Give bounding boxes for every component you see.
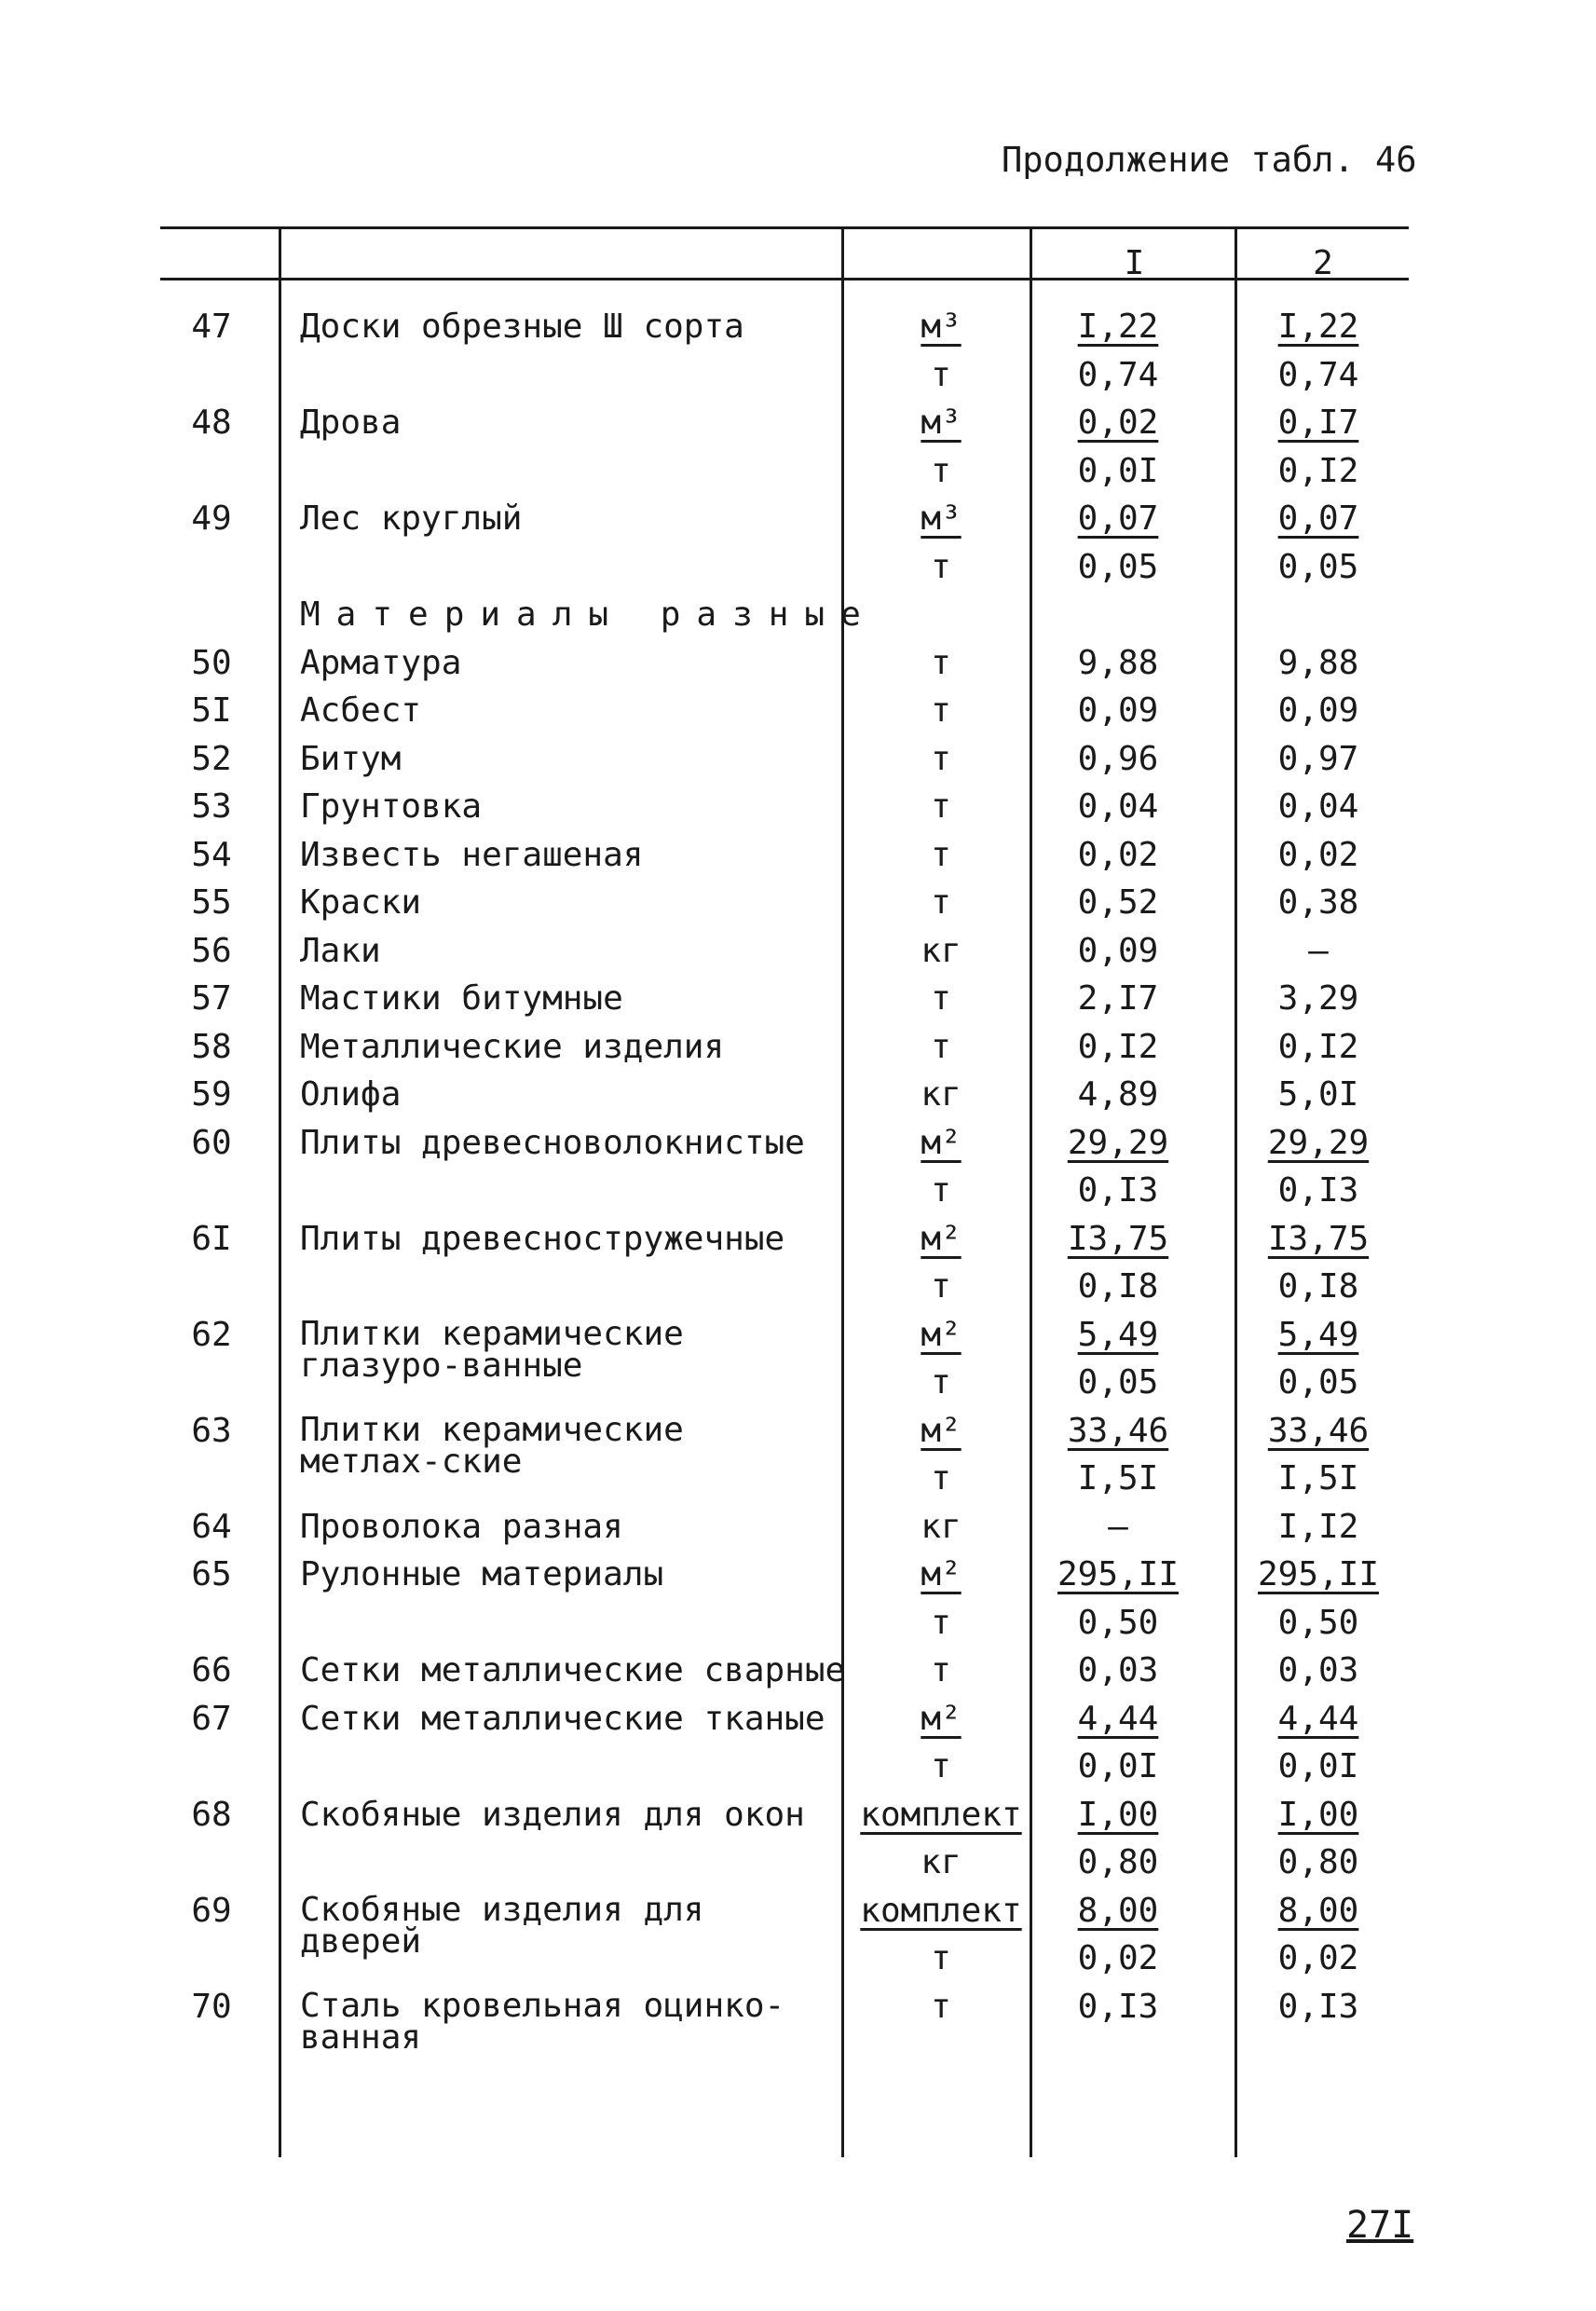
row-number: 57	[191, 979, 232, 1018]
table-row	[0, 1935, 1596, 1982]
row-value-1: 0,02	[1077, 403, 1159, 442]
row-name: Плитки керамические метлах-ские	[300, 1411, 684, 1481]
row-unit: т	[931, 1939, 951, 1977]
row-value-1: 0,0I	[1077, 1747, 1159, 1785]
row-unit: т	[931, 1988, 951, 2026]
row-value-1: 0,52	[1077, 883, 1159, 922]
row-value-1: 0,80	[1077, 1843, 1159, 1881]
row-unit: кг	[921, 1075, 962, 1114]
table-row	[0, 1071, 1596, 1118]
row-number: 50	[191, 644, 232, 682]
row-unit: комплект	[860, 1892, 1022, 1930]
row-name: Скобяные изделия для окон	[300, 1796, 805, 1834]
row-name: Плиты древесностружечные	[300, 1220, 785, 1258]
row-value-1: 0,74	[1077, 356, 1159, 394]
table-row	[0, 447, 1596, 495]
row-name: Арматура	[300, 644, 462, 682]
row-value-2: 0,74	[1277, 356, 1359, 394]
table-row	[0, 1839, 1596, 1886]
row-value-2: 0,03	[1277, 1651, 1359, 1689]
row-name: Битум	[300, 740, 402, 778]
row-name: Грунтовка	[300, 787, 483, 826]
row-unit: т	[931, 836, 951, 874]
row-name: Лаки	[300, 932, 381, 970]
row-unit: м²	[921, 1220, 962, 1258]
row-value-2: I,I2	[1277, 1508, 1359, 1546]
row-number: 47	[191, 308, 232, 346]
page-number: 27I	[1346, 2204, 1414, 2247]
row-unit: м³	[921, 499, 962, 538]
row-value-2: 0,I3	[1277, 1171, 1359, 1210]
row-number: 69	[191, 1892, 232, 1930]
row-value-2: 0,02	[1277, 836, 1359, 874]
row-unit: т	[931, 548, 951, 586]
table-row	[0, 927, 1596, 975]
section-heading-row	[0, 591, 1596, 638]
row-name: Мастики битумные	[300, 979, 623, 1018]
row-value-2: 0,97	[1277, 740, 1359, 778]
row-name: Дрова	[300, 403, 402, 442]
row-unit: т	[931, 883, 951, 922]
row-value-2: 29,29	[1267, 1124, 1370, 1162]
row-number: 56	[191, 932, 232, 970]
row-value-1: 0,I3	[1077, 1171, 1159, 1210]
row-number: 54	[191, 836, 232, 874]
row-value-1: 5,49	[1077, 1316, 1159, 1354]
row-unit: т	[931, 787, 951, 826]
row-value-1: 0,50	[1077, 1604, 1159, 1642]
row-name: Скобяные изделия для дверей	[300, 1891, 704, 1961]
row-value-2: 0,07	[1277, 499, 1359, 538]
row-value-1: 0,07	[1077, 499, 1159, 538]
table-row	[0, 1215, 1596, 1263]
row-name: Металлические изделия	[300, 1028, 725, 1066]
table-row	[0, 495, 1596, 542]
row-number: 6I	[191, 1220, 232, 1258]
row-value-1: 8,00	[1077, 1892, 1159, 1930]
row-value-1: 0,02	[1077, 836, 1159, 874]
row-unit: кг	[921, 932, 962, 970]
row-unit: кг	[921, 1508, 962, 1546]
table-row	[0, 1647, 1596, 1694]
table-row	[0, 1023, 1596, 1071]
row-unit: м²	[921, 1555, 962, 1593]
row-value-1: 4,44	[1077, 1700, 1159, 1738]
table-row	[0, 351, 1596, 399]
row-value-1: 0,04	[1077, 787, 1159, 826]
row-value-2: 0,80	[1277, 1843, 1359, 1881]
row-value-1: I,5I	[1077, 1459, 1159, 1497]
table-row	[0, 1983, 1596, 2057]
row-unit: т	[931, 979, 951, 1018]
row-unit: т	[931, 1267, 951, 1306]
row-unit: т	[931, 1651, 951, 1689]
row-unit: м³	[921, 403, 962, 442]
row-value-2: 0,0I	[1277, 1747, 1359, 1785]
table-row	[0, 687, 1596, 734]
row-value-1: 295,II	[1057, 1555, 1180, 1593]
row-value-1: 0,05	[1077, 1363, 1159, 1402]
table-row	[0, 543, 1596, 591]
row-name: Сетки металлические тканые	[300, 1700, 825, 1738]
table-row	[0, 735, 1596, 783]
row-unit: м²	[921, 1316, 962, 1354]
table-row	[0, 1695, 1596, 1743]
column-header-2: 2	[1313, 244, 1333, 282]
table-row	[0, 975, 1596, 1022]
row-value-1: 0,09	[1077, 932, 1159, 970]
row-unit: т	[931, 1459, 951, 1497]
row-value-1: 29,29	[1067, 1124, 1169, 1162]
row-value-2: 0,I2	[1277, 452, 1359, 490]
row-number: 55	[191, 883, 232, 922]
row-unit: т	[931, 452, 951, 490]
row-value-1: 0,96	[1077, 740, 1159, 778]
row-name: Асбест	[300, 691, 422, 730]
row-value-2: 0,I8	[1277, 1267, 1359, 1306]
row-unit: м²	[921, 1124, 962, 1162]
row-number: 65	[191, 1555, 232, 1593]
table-row	[0, 1551, 1596, 1598]
table-row	[0, 399, 1596, 446]
row-number: 68	[191, 1796, 232, 1834]
row-value-2: 0,02	[1277, 1939, 1359, 1977]
row-name: Сталь кровельная оцинко-ванная	[300, 1987, 785, 2057]
row-unit: т	[931, 740, 951, 778]
row-name: Олифа	[300, 1075, 402, 1114]
row-name: Сетки металлические сварные	[300, 1651, 846, 1689]
row-value-2: –	[1308, 932, 1329, 970]
row-number: 62	[191, 1316, 232, 1354]
table-row	[0, 1791, 1596, 1839]
table-row	[0, 1119, 1596, 1167]
row-name: Рулонные материалы	[300, 1555, 664, 1593]
row-name: Плиты древесноволокнистые	[300, 1124, 805, 1162]
row-value-1: 0,02	[1077, 1939, 1159, 1977]
row-value-2: 0,I2	[1277, 1028, 1359, 1066]
table-row	[0, 639, 1596, 687]
column-header-1: I	[1124, 244, 1145, 282]
row-name: Краски	[300, 883, 422, 922]
row-unit: т	[931, 1747, 951, 1785]
row-number: 49	[191, 499, 232, 538]
row-value-1: 0,I2	[1077, 1028, 1159, 1066]
row-value-2: 0,38	[1277, 883, 1359, 922]
row-value-2: 0,I3	[1277, 1988, 1359, 2026]
table-row	[0, 1503, 1596, 1551]
row-unit: т	[931, 691, 951, 730]
row-number: 64	[191, 1508, 232, 1546]
row-value-2: 8,00	[1277, 1892, 1359, 1930]
row-number: 53	[191, 787, 232, 826]
row-value-2: 0,09	[1277, 691, 1359, 730]
row-unit: т	[931, 1363, 951, 1402]
row-value-1: 0,03	[1077, 1651, 1159, 1689]
row-name: Плитки керамические глазуро-ванные	[300, 1315, 684, 1385]
row-value-1: 0,05	[1077, 548, 1159, 586]
row-value-2: I,00	[1277, 1796, 1359, 1834]
row-value-2: 5,0I	[1277, 1075, 1359, 1114]
row-value-2: 0,50	[1277, 1604, 1359, 1642]
row-value-2: 9,88	[1277, 644, 1359, 682]
table-row	[0, 303, 1596, 350]
row-number: 67	[191, 1700, 232, 1738]
row-unit: м²	[921, 1700, 962, 1738]
row-value-2: 0,05	[1277, 548, 1359, 586]
row-value-1: I3,75	[1067, 1220, 1169, 1258]
row-number: 48	[191, 403, 232, 442]
row-number: 5I	[191, 691, 232, 730]
row-name: Доски обрезные Ш сорта	[300, 308, 744, 346]
row-value-2: I,5I	[1277, 1459, 1359, 1497]
row-value-2: 295,II	[1257, 1555, 1380, 1593]
table-row	[0, 1359, 1596, 1406]
table-row	[0, 879, 1596, 926]
row-value-2: 0,04	[1277, 787, 1359, 826]
row-value-2: 33,46	[1267, 1412, 1370, 1450]
table-row	[0, 831, 1596, 879]
row-value-2: 4,44	[1277, 1700, 1359, 1738]
row-number: 59	[191, 1075, 232, 1114]
row-value-2: 3,29	[1277, 979, 1359, 1018]
row-number: 63	[191, 1412, 232, 1450]
row-number: 66	[191, 1651, 232, 1689]
row-unit: комплект	[860, 1796, 1022, 1834]
table-row	[0, 1167, 1596, 1214]
row-value-2: I,22	[1277, 308, 1359, 346]
row-unit: т	[931, 356, 951, 394]
row-value-1: 0,09	[1077, 691, 1159, 730]
row-name: Лес круглый	[300, 499, 523, 538]
row-unit: т	[931, 1028, 951, 1066]
row-unit: т	[931, 1171, 951, 1210]
row-value-1: 0,I3	[1077, 1988, 1159, 2026]
row-value-1: 2,I7	[1077, 979, 1159, 1018]
row-value-1: I,22	[1077, 308, 1159, 346]
row-value-1: 0,I8	[1077, 1267, 1159, 1306]
row-value-1: 33,46	[1067, 1412, 1169, 1450]
row-value-1: I,00	[1077, 1796, 1159, 1834]
section-heading: Материалы разные	[300, 595, 877, 634]
row-unit: т	[931, 1604, 951, 1642]
row-number: 60	[191, 1124, 232, 1162]
row-unit: кг	[921, 1843, 962, 1881]
row-value-2: 0,I7	[1277, 403, 1359, 442]
row-value-2: 5,49	[1277, 1316, 1359, 1354]
row-number: 70	[191, 1988, 232, 2026]
row-name: Известь негашеная	[300, 836, 644, 874]
row-number: 52	[191, 740, 232, 778]
row-number: 58	[191, 1028, 232, 1066]
row-value-1: 9,88	[1077, 644, 1159, 682]
table-row	[0, 1455, 1596, 1502]
row-unit: т	[931, 644, 951, 682]
row-value-2: 0,05	[1277, 1363, 1359, 1402]
table-row	[0, 1743, 1596, 1790]
row-value-1: –	[1108, 1508, 1128, 1546]
table-caption: Продолжение табл. 46	[1002, 140, 1417, 180]
row-value-2: I3,75	[1267, 1220, 1370, 1258]
row-name: Проволока разная	[300, 1508, 623, 1546]
row-value-1: 4,89	[1077, 1075, 1159, 1114]
table-row	[0, 783, 1596, 830]
table-row	[0, 1263, 1596, 1310]
row-unit: м³	[921, 308, 962, 346]
row-value-1: 0,0I	[1077, 452, 1159, 490]
table-row	[0, 1599, 1596, 1647]
row-unit: м²	[921, 1412, 962, 1450]
